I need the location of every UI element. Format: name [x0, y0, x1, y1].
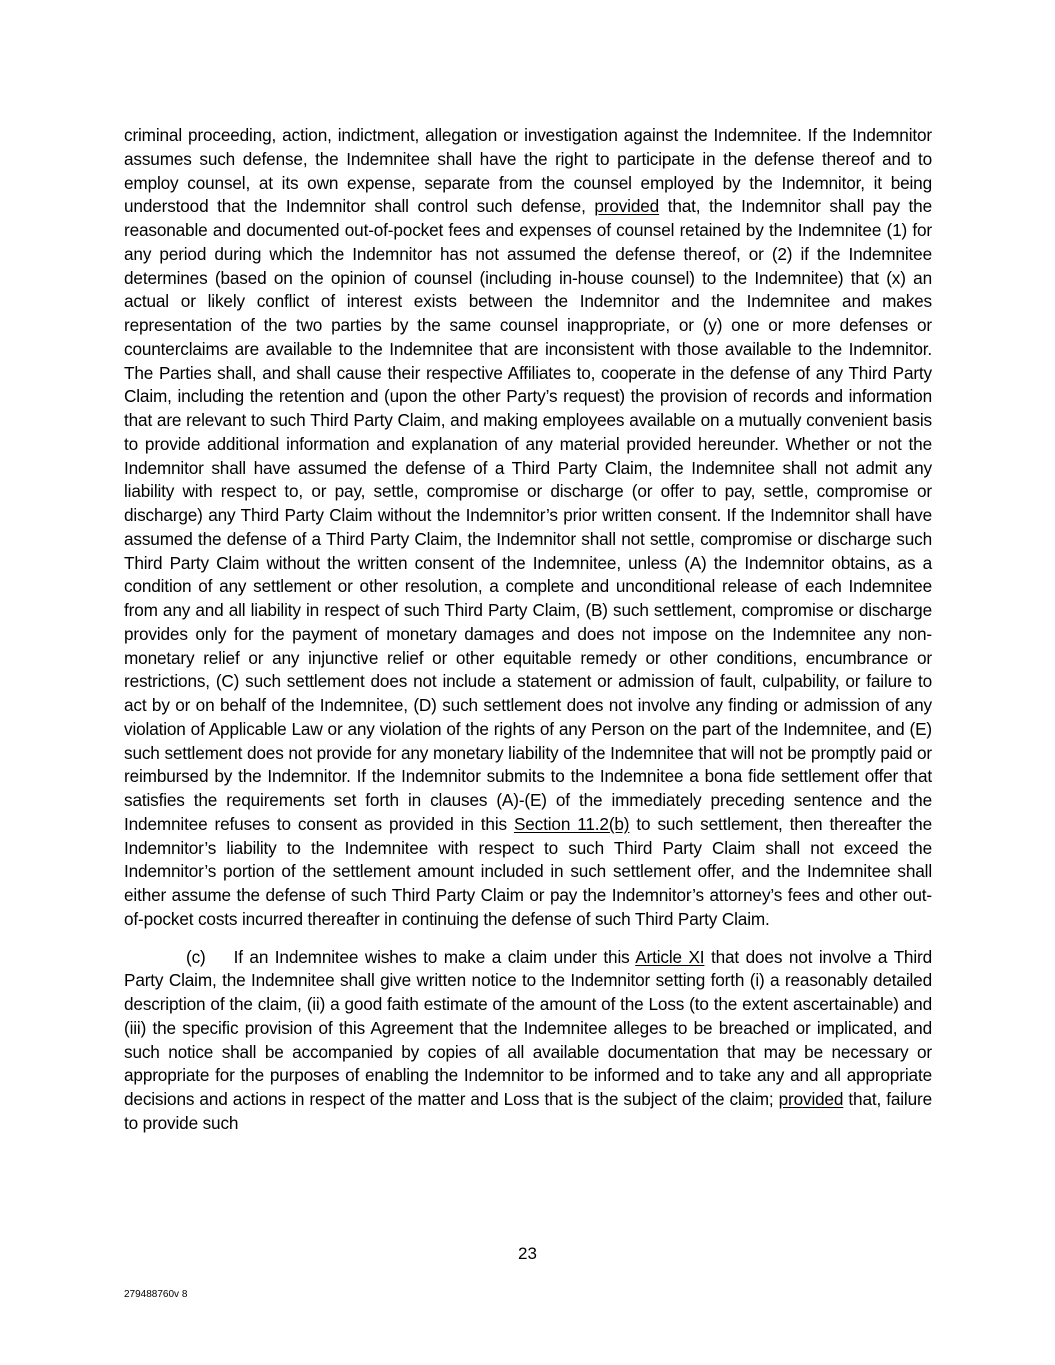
article-reference: Article XI [635, 946, 705, 967]
document-body [124, 124, 932, 1136]
provided-term: provided [594, 196, 660, 217]
paragraph-direct-claim [124, 946, 932, 1136]
paragraph-text: that does not involve a Third Party Claim, the Indemnitee shall give written notice to the Indemnitor setting forth (i) a reasonably detailed description of the claim, (ii) a good faith estimate of the amount of the Loss (to the extent ascertainable) and (iii) the specific provision of this Agreement that the Indemnitee alleges to be breached or implicated, and such notice shall be accompanied by copies of all available documentation that may be necessary or appropriate for the purposes of enabling the Indemnitor to be informed and to take any and all appropriate decisions and actions in respect of the matter and Loss that is the subject of the claim; [124, 946, 932, 1109]
paragraph-text: that, the Indemnitor shall pay the reasonable and documented out-of-pocket fees and expenses of counsel retained by the Indemnitee (1) for any period during which the Indemnitor has not assumed the defense thereof, or (2) if the Indemnitee determines (based on the opinion of counsel (including in-house counsel) to the Indemnitee) that (x) an actual or likely conflict of interest exists between the Indemnitor and the Indemnitee and makes representation of the two parties by the same counsel inappropriate, or (y) one or more defenses or counterclaims are available to the Indemnitee that are inconsistent with those available to the Indemnitor. The Parties shall, and shall cause their respective Affiliates to, cooperate in the defense of any Third Party Claim, including the retention and (upon the other Party’s request) the provision of records and information that are relevant to such Third Party Claim, and making employees available on a mutually convenient basis to provide additional information and explanation of any material provided hereunder. Whether or not the Indemnitor shall have assumed the defense of a Third Party Claim, the Indemnitee shall not admit any liability with respect to, or pay, settle, compromise or discharge (or offer to pay, settle, compromise or discharge) any Third Party Claim without the Indemnitor’s prior written consent. If the Indemnitor shall have assumed the defense of a Third Party Claim, the Indemnitor shall not settle, compromise or discharge such Third Party Claim without the written consent of the Indemnitee, unless (A) the Indemnitor obtains, as a condition of any settlement or other resolution, a complete and unconditional release of each Indemnitee from any and all liability in respect of such Third Party Claim, (B) such settlement, compromise or discharge provides only for the payment of monetary damages and does not impose on the Indemnitee any non-monetary relief or any injunctive relief or other equitable remedy or other conditions, encumbrance or restrictions, (C) such settlement does not include a statement or admission of fault, culpability, or failure to act by or on behalf of the Indemnitee, (D) such settlement does not involve any finding or admission of any violation of Applicable Law or any violation of the rights of any Person on the part of the Indemnitee, and (E) such settlement does not provide for any monetary liability of the Indemnitee that will not be promptly paid or reimbursed by the Indemnitor. If the Indemnitor submits to the Indemnitee a bona fide settlement offer that satisfies the requirements set forth in clauses (A)-(E) of the immediately preceding sentence and the Indemnitee refuses to consent as provided in this [124, 196, 932, 834]
provided-term: provided [778, 1089, 844, 1109]
page-number: 23 [518, 1244, 537, 1263]
paragraph-text: criminal proceeding, action, indictment, allegation or investigation against the Indemnitee. If the Indemnitor assumes such defense, the Indemnitee shall have the right to participate in the defense thereof and to employ counsel, at its own expense, separate from the counsel employed by the Indemnitor, it being understood that the Indemnitor shall control such defense, [124, 125, 932, 217]
clause-label: (c) [186, 946, 206, 967]
paragraph-text: to such settlement, then thereafter the Indemnitor’s liability to the Indemnitee with respect to such Third Party Claim shall not exceed the Indemnitor’s portion of the settlement amount included in such settlement offer, and the Indemnitee shall either assume the defense of such Third Party Claim or pay the Indemnitor’s attorney’s fees and other out-of-pocket costs incurred thereafter in continuing the defense of such Third Party Claim. [124, 813, 932, 929]
paragraph-text: that, failure to provide such [124, 1089, 932, 1133]
document-id: 279488760v 8 [124, 1289, 188, 1300]
section-reference: Section 11.2(b) [513, 813, 630, 834]
paragraph-text: If an Indemnitee wishes to make a claim under this [233, 946, 636, 967]
paragraph-third-party-claim-defense [124, 124, 932, 932]
